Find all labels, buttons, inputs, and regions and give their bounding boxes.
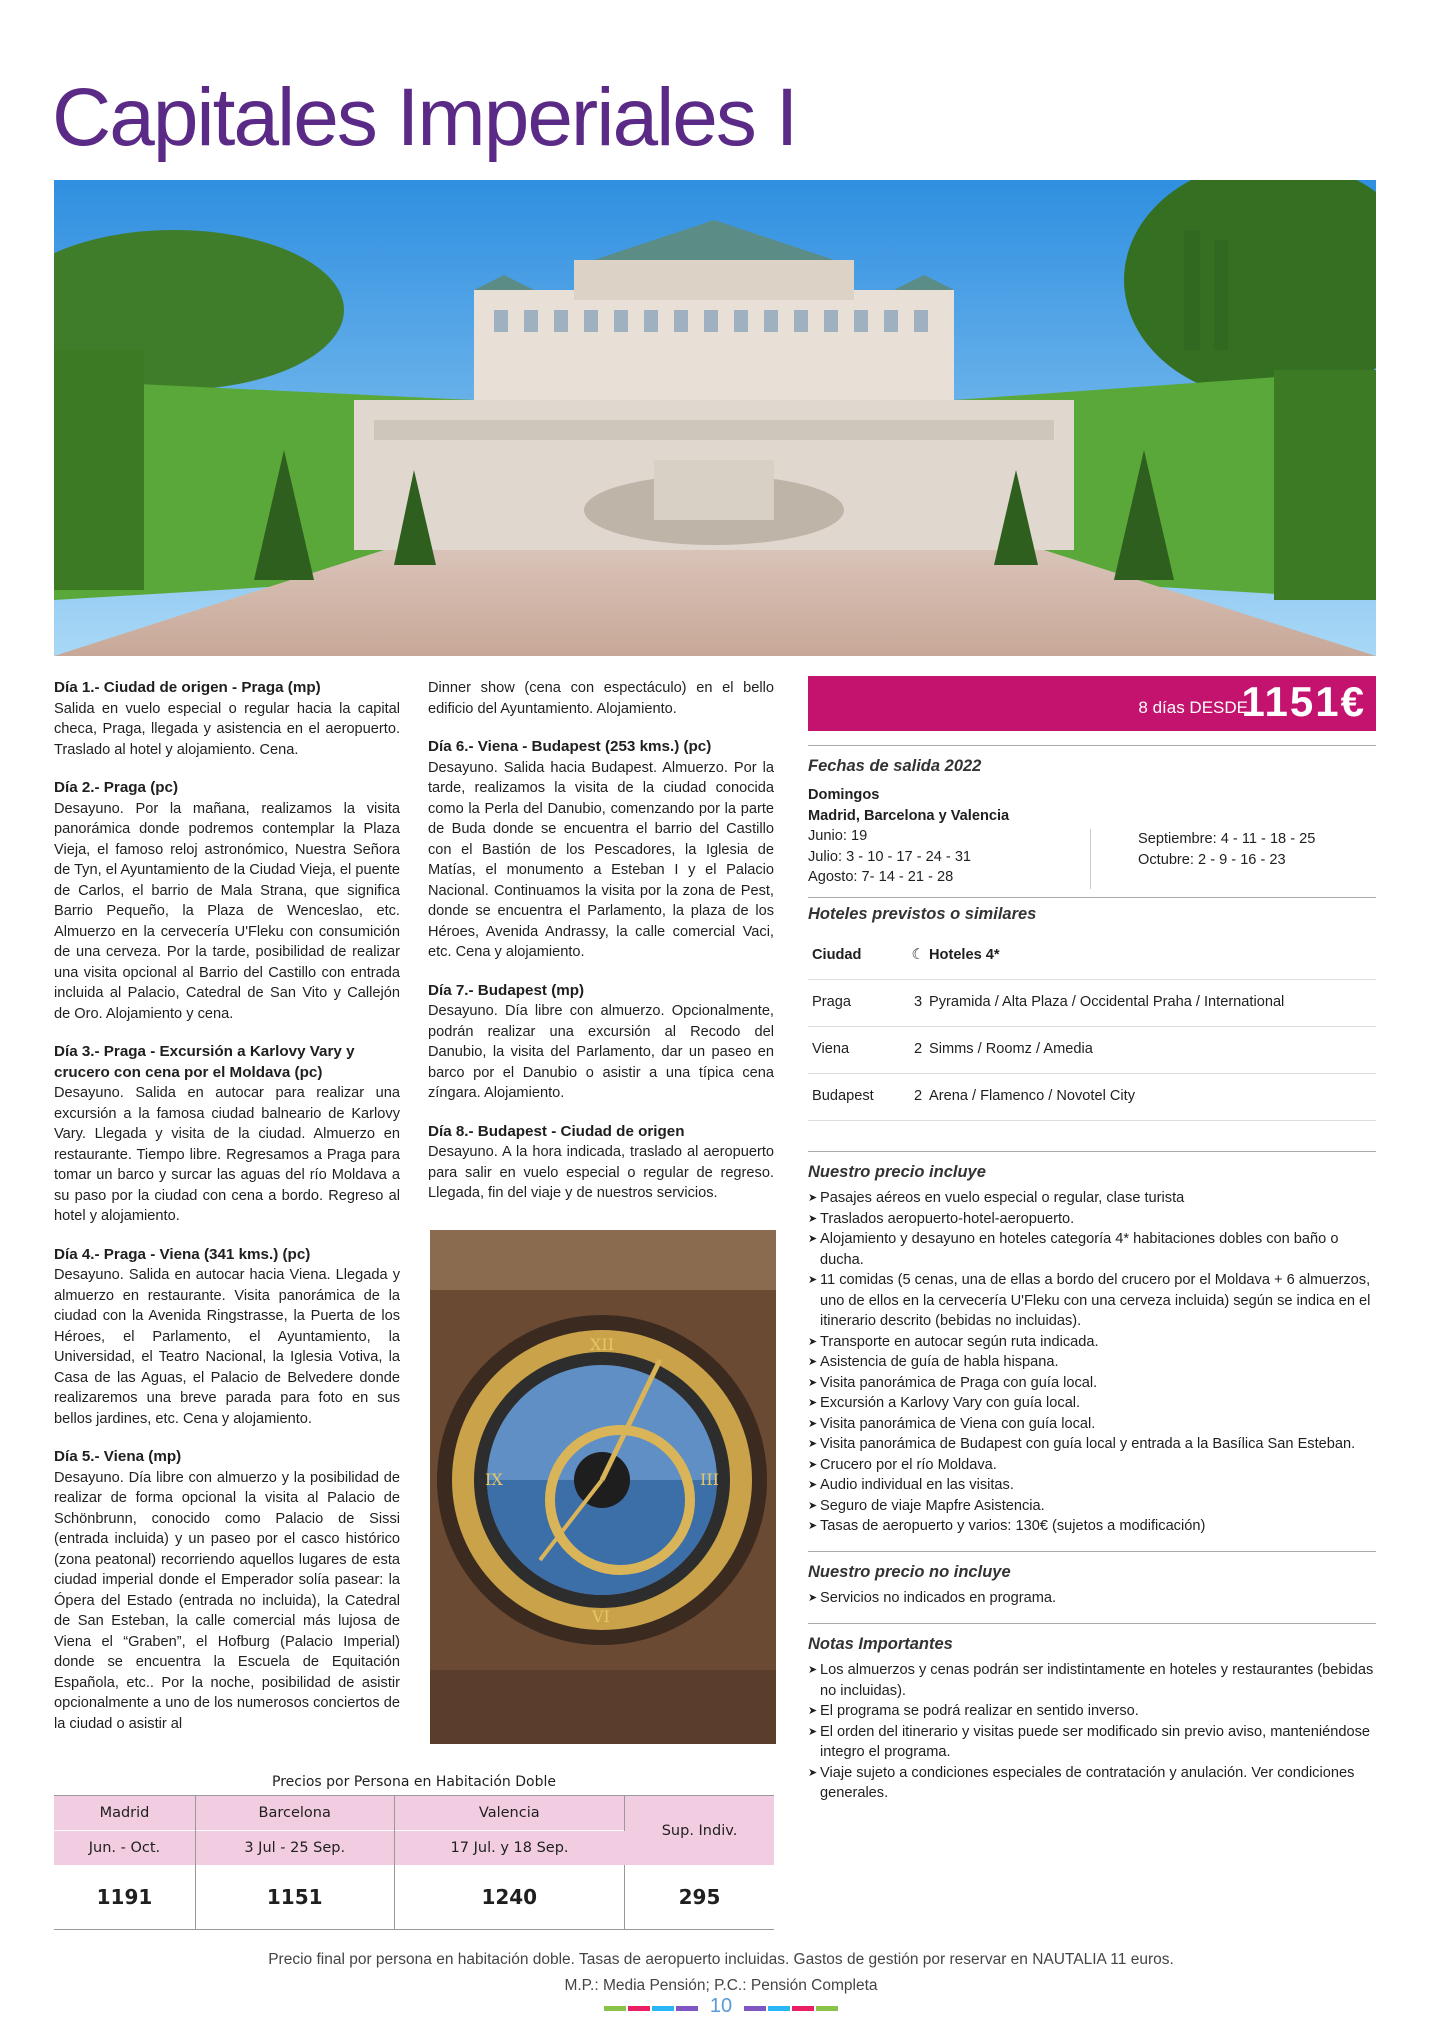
list-item: ➤ Asistencia de guía de habla hispana. bbox=[808, 1352, 1376, 1373]
dates-october: Octubre: 2 - 9 - 16 - 23 bbox=[1138, 851, 1286, 868]
day-7 bbox=[428, 981, 774, 1104]
page-title: Capitales Imperiales I bbox=[52, 72, 797, 163]
list-item: ➤ Transporte en autocar según ruta indicada. bbox=[808, 1332, 1376, 1353]
day-3 bbox=[54, 1042, 400, 1227]
dates-august: Agosto: 7- 14 - 21 - 28 bbox=[808, 869, 954, 885]
hotel-nights: 3 bbox=[911, 979, 925, 1026]
list-item: ➤ Viaje sujeto a condiciones especiales de contratación y anulación. Ver condiciones generales. bbox=[808, 1763, 1376, 1804]
notes-list bbox=[808, 1660, 1376, 1804]
list-item: ➤ Seguro de viaje Mapfre Asistencia. bbox=[808, 1496, 1376, 1517]
includes-title: Nuestro precio incluye bbox=[808, 1151, 1376, 1183]
list-item: ➤ Pasajes aéreos en vuelo especial o regular, clase turista bbox=[808, 1188, 1376, 1209]
col-city: Barcelona bbox=[195, 1796, 394, 1831]
list-item: ➤ Servicios no indicados en programa. bbox=[808, 1588, 1376, 1609]
itinerary-column-2 bbox=[428, 678, 774, 1222]
hotels-header-category: Hoteles 4* bbox=[925, 933, 1376, 980]
hotels-row bbox=[808, 1073, 1376, 1120]
col-period: Jun. - Oct. bbox=[54, 1831, 195, 1866]
svg-text:IX: IX bbox=[485, 1470, 503, 1489]
hotels-title: Hoteles previstos o similares bbox=[808, 897, 1376, 925]
notes-title: Notas Importantes bbox=[808, 1623, 1376, 1655]
dates-june: Junio: 19 bbox=[808, 828, 868, 844]
divider bbox=[1090, 829, 1091, 889]
hotel-names: Arena / Flamenco / Novotel City bbox=[925, 1073, 1376, 1120]
day-heading: Día 3.- Praga - Excursión a Karlovy Vary y crucero con cena por el Moldava (pc) bbox=[54, 1043, 355, 1081]
departure-dates bbox=[808, 745, 1376, 885]
dates-title: Fechas de salida 2022 bbox=[808, 745, 1376, 777]
price-banner bbox=[808, 676, 1376, 731]
list-item: ➤ 11 comidas (5 cenas, una de ellas a bordo del crucero por el Moldava + 6 almuerzos, uno de ellos en la cervecería U'Fleku con una cerveza incluida) según se indica en el itinerario descrito (bebidas no incluidas). bbox=[808, 1270, 1376, 1332]
includes-list bbox=[808, 1188, 1376, 1537]
hotel-nights: 2 bbox=[911, 1073, 925, 1120]
day-text: Dinner show (cena con espectáculo) en el bello edificio del Ayuntamiento. Alojamiento. bbox=[428, 680, 774, 717]
day-2 bbox=[54, 778, 400, 1024]
list-item: ➤ Visita panorámica de Viena con guía local. bbox=[808, 1414, 1376, 1435]
duration-label: 8 días DESDE bbox=[1138, 698, 1248, 717]
trip-details bbox=[808, 745, 1376, 1818]
decorative-bars-right bbox=[743, 1998, 839, 2016]
dates-weekday: Domingos bbox=[808, 787, 880, 803]
col-period: 17 Jul. y 18 Sep. bbox=[394, 1831, 625, 1866]
price-header-cities bbox=[54, 1796, 774, 1831]
hotels-header-city: Ciudad bbox=[808, 933, 911, 980]
price-from: 1151€ bbox=[1241, 678, 1366, 725]
day-heading: Día 8.- Budapest - Ciudad de origen bbox=[428, 1122, 685, 1140]
col-city: Valencia bbox=[394, 1796, 625, 1831]
list-item: ➤ Crucero por el río Moldava. bbox=[808, 1455, 1376, 1476]
day-8 bbox=[428, 1122, 774, 1204]
hotel-city: Praga bbox=[808, 979, 911, 1026]
hotel-city: Viena bbox=[808, 1026, 911, 1073]
page-number-bar bbox=[0, 1995, 1442, 2018]
list-item: ➤ Visita panorámica de Praga con guía local. bbox=[808, 1373, 1376, 1394]
hero-image bbox=[54, 180, 1376, 656]
price-table-caption: Precios por Persona en Habitación Doble bbox=[272, 1774, 556, 1790]
day-text: Desayuno. Salida hacia Budapest. Almuerzo. Por la tarde, realizamos la visita de la ciudad conocida como la Perla del Danubio, comenzando por la parte de Buda donde se encuentra el barrio del Castillo con el Bastión de los Pescadores, la Iglesia de Matías, el monumento a Esteban I y el Palacio Nacional. Continuamos la visita por la zona de Pest, donde se encuentra el Parlamento, la plaza de los Héroes, Avenida Andrassy, la calle comercial Vaci, etc. Cena y alojamiento. bbox=[428, 759, 774, 960]
dates-cities: Madrid, Barcelona y Valencia bbox=[808, 807, 1010, 824]
list-item: ➤ El orden del itinerario y visitas puede ser modificado sin previo aviso, manteniéndose integro el programa. bbox=[808, 1722, 1376, 1763]
day-text: Salida en vuelo especial o regular hacia la capital checa, Praga, llegada y asistencia en el aeropuerto. Traslado al hotel y alojamiento. Cena. bbox=[54, 700, 400, 758]
hotels-table bbox=[808, 933, 1376, 1121]
list-item: ➤ Alojamiento y desayuno en hoteles categoría 4* habitaciones dobles con baño o ducha. bbox=[808, 1229, 1376, 1270]
excludes-list bbox=[808, 1588, 1376, 1609]
day-heading: Día 6.- Viena - Budapest (253 kms.) (pc) bbox=[428, 738, 712, 755]
svg-text:XII: XII bbox=[590, 1335, 615, 1354]
col-sup-indiv: Sup. Indiv. bbox=[625, 1796, 774, 1866]
price-value: 1191 bbox=[54, 1865, 195, 1930]
price-values-row bbox=[54, 1865, 774, 1930]
hotels-row bbox=[808, 979, 1376, 1026]
astronomical-clock-image bbox=[430, 1230, 776, 1744]
footer bbox=[0, 1947, 1442, 1999]
day-text: Desayuno. Por la mañana, realizamos la visita panorámica donde podremos contemplar la Plaza Vieja, el famoso reloj astronómico, Nuestra Señora de Tyn, el Ayuntamiento de la Ciudad Vieja, el puente de Carlos, el barrio de Mala Strana, que significa Barrio Pequeño, la Plaza de Wenceslao, etc. Almuerzo en la cervecería U'Fleku con consumición de una cerveza. Por la tarde, posibilidad de realizar una visita opcional al Barrio del Castillo con entrada incluida al Palacio, Catedral de San Vito y Callejón de Oro. Alojamiento y cena. bbox=[54, 800, 400, 1022]
page-number: 10 bbox=[709, 1995, 733, 2017]
list-item: ➤ Excursión a Karlovy Vary con guía local. bbox=[808, 1393, 1376, 1414]
footer-legend: M.P.: Media Pensión; P.C.: Pensión Completa bbox=[564, 1977, 878, 1994]
price-table bbox=[54, 1770, 774, 1930]
price-value: 1151 bbox=[195, 1865, 394, 1930]
dates-left bbox=[808, 785, 1078, 888]
day-text: Desayuno. Día libre con almuerzo y la posibilidad de realizar de forma opcional la visita al Palacio de Schönbrunn, conocido como Palacio de Sissi (entrada incluida) y un paseo por el casco histórico (zona peatonal) recorriendo aquellos lugares de esta ciudad imperial donde el Emperador solía pasear: la Ópera del Estado (entrada no incluida), la Catedral de San Esteban, la calle comercial más lujosa de Viena el “Graben”, el Hofburg (Palacio Imperial) donde se encuentra la Escuela de Equitación Española, etc.. Por la noche, posibilidad de asistir opcionalmente a uno de los numerosos conciertos de la ciudad o asistir al bbox=[54, 1469, 400, 1732]
hotels-header-row bbox=[808, 933, 1376, 980]
list-item: ➤ Tasas de aeropuerto y varios: 130€ (sujetos a modificación) bbox=[808, 1516, 1376, 1537]
footer-note: Precio final por persona en habitación doble. Tasas de aeropuerto incluidas. Gastos de gestión por reservar en NAUTALIA 11 euros. bbox=[268, 1951, 1174, 1968]
dates-september: Septiembre: 4 - 11 - 18 - 25 bbox=[1138, 831, 1316, 847]
day-heading: Día 2.- Praga (pc) bbox=[54, 779, 179, 796]
list-item: ➤ Traslados aeropuerto-hotel-aeropuerto. bbox=[808, 1209, 1376, 1230]
excludes-title: Nuestro precio no incluye bbox=[808, 1551, 1376, 1583]
svg-text:III: III bbox=[700, 1470, 719, 1489]
day-text: Desayuno. Salida en autocar hacia Viena. Llegada y almuerzo en restaurante. Visita panorámica de la ciudad con la Avenida Ringstrasse, la Puerta de los Héroes, el Parlamento, el Ayuntamiento, la Universidad, el Teatro Nacional, la Iglesia Votiva, la Casa de las Aguas, el Palacio de Belvedere donde realizaremos una breve parada para foto en sus bellos jardines, etc. Cena y alojamiento. bbox=[54, 1267, 400, 1427]
day-text: Desayuno. Salida en autocar para realizar una excursión a la famosa ciudad balneario de Karlovy Vary. Llegada y visita de la ciudad. Almuerzo en restaurante. Tiempo libre. Regresamos a Praga para tomar un barco y surcar las aguas del río Moldava a su paso por la ciudad con cena a bordo. Regreso al hotel y alojamiento. bbox=[54, 1085, 400, 1224]
list-item: ➤ El programa se podrá realizar en sentido inverso. bbox=[808, 1701, 1376, 1722]
list-item: ➤ Visita panorámica de Budapest con guía local y entrada a la Basílica San Esteban. bbox=[808, 1434, 1376, 1455]
day-4 bbox=[54, 1245, 400, 1430]
day-1 bbox=[54, 678, 400, 760]
hotel-names: Simms / Roomz / Amedia bbox=[925, 1026, 1376, 1073]
day-heading: Día 5.- Viena (mp) bbox=[54, 1448, 182, 1465]
day-text: Desayuno. A la hora indicada, traslado al aeropuerto para salir en vuelo especial o regular de regreso. Llegada, fin del viaje y de nuestros servicios. bbox=[428, 1144, 774, 1201]
day-heading: Día 4.- Praga - Viena (341 kms.) (pc) bbox=[54, 1245, 311, 1263]
col-period: 3 Jul - 25 Sep. bbox=[195, 1831, 394, 1866]
day-6 bbox=[428, 737, 774, 963]
day-5-continued bbox=[428, 678, 774, 719]
dates-right bbox=[1138, 829, 1378, 870]
col-city: Madrid bbox=[54, 1796, 195, 1831]
list-item: ➤ Audio individual en las visitas. bbox=[808, 1475, 1376, 1496]
svg-text:VI: VI bbox=[592, 1607, 610, 1626]
price-value: 1240 bbox=[394, 1865, 625, 1930]
day-text: Desayuno. Día libre con almuerzo. Opcionalmente, podrán realizar una excursión al Recodo del Danubio, la visita del Parlamento, dar un paseo en barco por el Danubio o asistir a una típica cena zíngara. Alojamiento. bbox=[428, 1003, 774, 1101]
hotel-names: Pyramida / Alta Plaza / Occidental Praha / International bbox=[925, 979, 1376, 1026]
list-item: ➤ Los almuerzos y cenas podrán ser indistintamente en hoteles y restaurantes (bebidas no incluidas). bbox=[808, 1660, 1376, 1701]
hotel-nights: 2 bbox=[911, 1026, 925, 1073]
day-heading: Día 1.- Ciudad de origen - Praga (mp) bbox=[54, 679, 321, 696]
decorative-bars-left bbox=[603, 1998, 699, 2016]
moon-icon: ☾ bbox=[911, 933, 925, 980]
hotels-row bbox=[808, 1026, 1376, 1073]
itinerary-column-1 bbox=[54, 678, 400, 1752]
day-5 bbox=[54, 1447, 400, 1734]
day-heading: Día 7.- Budapest (mp) bbox=[428, 981, 585, 999]
hotel-city: Budapest bbox=[808, 1073, 911, 1120]
sup-indiv-value: 295 bbox=[625, 1865, 774, 1930]
dates-july: Julio: 3 - 10 - 17 - 24 - 31 bbox=[808, 848, 972, 865]
price-grid bbox=[54, 1795, 774, 1930]
